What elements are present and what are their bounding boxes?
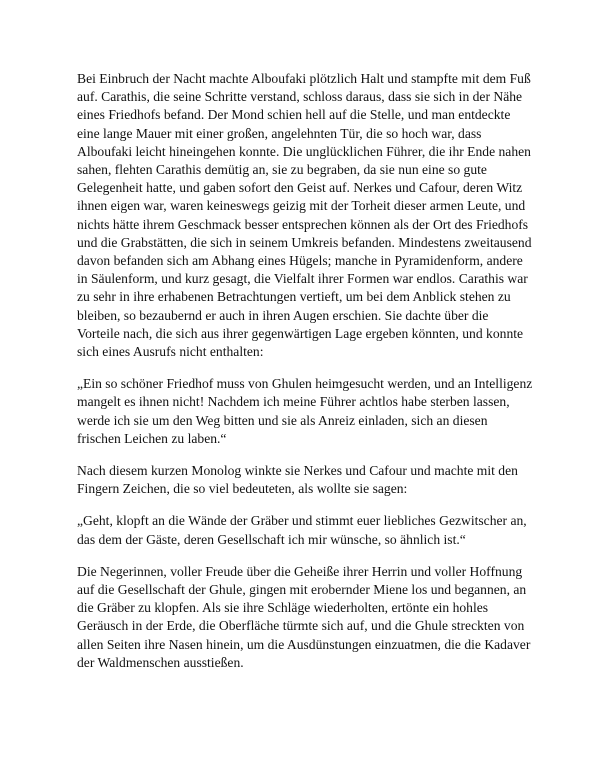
paragraph-1: Bei Einbruch der Nacht machte Alboufaki plötzlich Halt und stampfte mit dem Fuß auf. Carathis, die seine Schritte verstand, schloss daraus, dass sie sich in der Nähe eines Friedhofs befand. Der Mond schien hell auf die Stelle, und man entdeckte eine lange Mauer mit einer großen, angelehnten Tür, die so hoch war, dass Alboufaki leicht hineingehen konnte. Die unglücklichen Führer, die ihr Ende nahen sahen, flehten Carathis demütig an, sie zu begraben, da sie nun eine so gute Gelegenheit hatte, und gaben sofort den Geist auf. Nerkes und Cafour, deren Witz ihnen eigen war, waren keineswegs geizig mit der Torheit dieser armen Leute, und nichts hätte ihrem Geschmack besser entsprechen können als der Ort des Friedhofs und die Grabstätten, die sich in seinem Umkreis befanden. Mindestens zweitausend davon befanden sich am Abhang eines Hügels; manche in Pyramidenform, andere in Säulenform, und kurz gesagt, die Vielfalt ihrer Formen war endlos. Carathis war zu sehr in ihre erhabenen Betrachtungen vertieft, um bei dem Anblick stehen zu bleiben, so bezaubernd er auch in ihren Augen erschien. Sie dachte über die Vorteile nach, die sich aus ihrer gegenwärtigen Lage ergeben könnten, und konnte sich eines Ausrufs nicht enthalten: <box>77 71 532 360</box>
paragraph-4-quote: „Geht, klopft an die Wände der Gräber und stimmt euer liebliches Gezwitscher an, das dem der Gäste, deren Gesellschaft ich mir wünsche, so ähnlich ist.“ <box>77 513 527 547</box>
document-page <box>77 70 533 686</box>
paragraph-5: Die Negerinnen, voller Freude über die Geheiße ihrer Herrin und voller Hoffnung auf die Gesellschaft der Ghule, gingen mit erobernder Miene los und begannen, an die Gräber zu klopfen. Als sie ihre Schläge wiederholten, ertönte ein hohles Geräusch in der Erde, die Oberfläche türmte sich auf, und die Ghule streckten von allen Seiten ihre Nasen hinein, um die Ausdünstungen einzuatmen, die die Kadaver der Waldmenschen ausstießen. <box>77 563 531 670</box>
paragraph-2-quote: „Ein so schöner Friedhof muss von Ghulen heimgesucht werden, und an Intelligenz mangelt es ihnen nicht! Nachdem ich meine Führer achtlos habe sterben lassen, werde ich sie um den Weg bitten und sie als Anreiz einladen, sich an diesen frischen Leichen zu laben.“ <box>77 376 533 446</box>
paragraph-3: Nach diesem kurzen Monolog winkte sie Nerkes und Cafour und machte mit den Fingern Zeichen, die so viel bedeuteten, als wollte sie sagen: <box>77 463 518 497</box>
